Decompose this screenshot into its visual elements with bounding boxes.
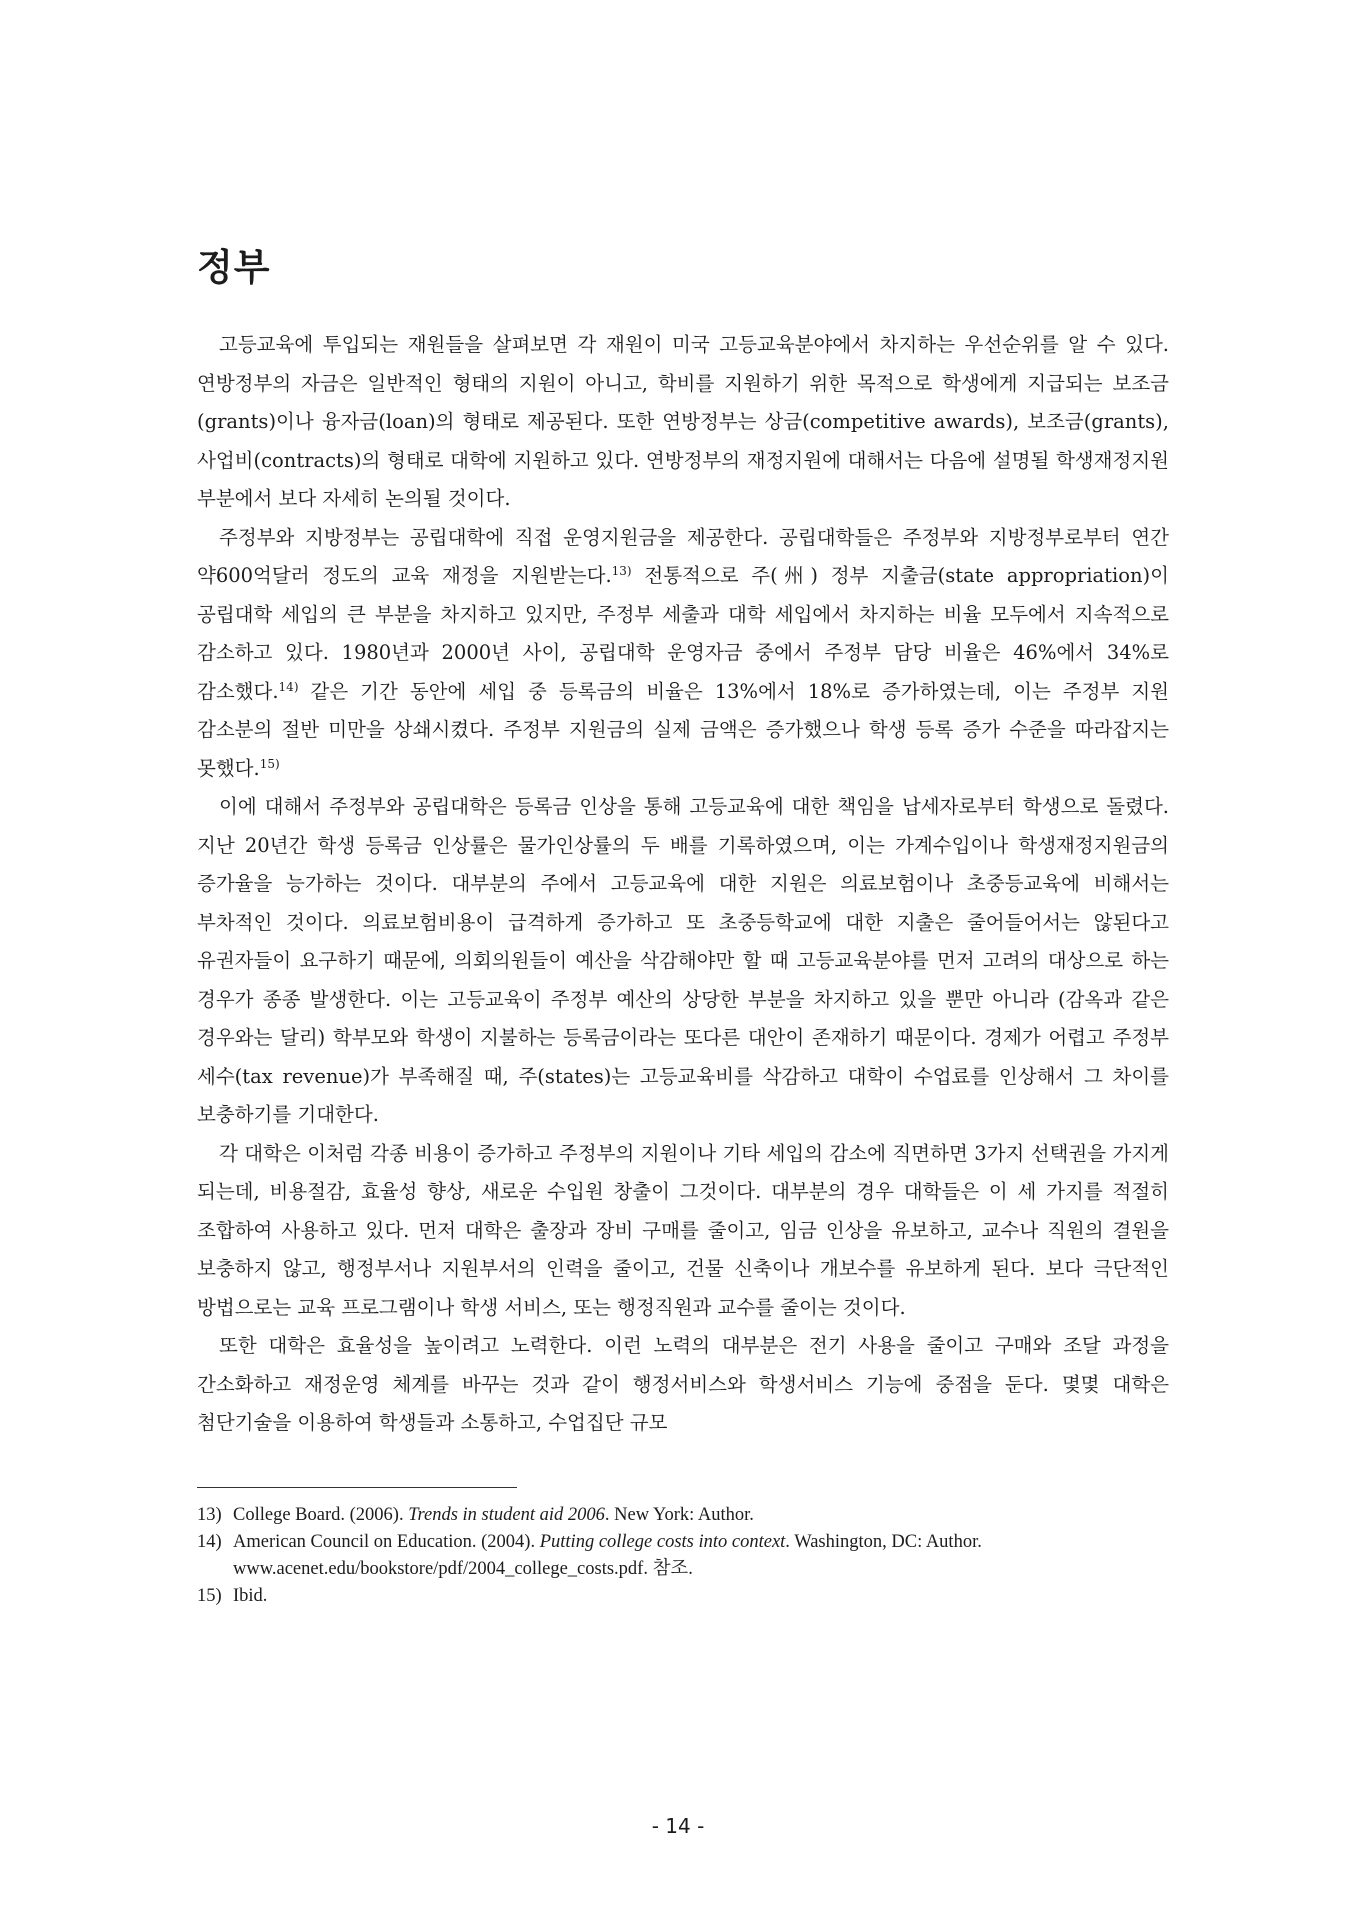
paragraph-5: 또한 대학은 효율성을 높이려고 노력한다. 이런 노력의 대부분은 전기 사용을 줄이고 구매와 조달 과정을 간소화하고 재정운영 체계를 바꾸는 것과 같이 행정서비스와 학생서비스 기능에 중점을 둔다. 몇몇 대학은 첨단기술을 이용하여 학생들과 소통하고, 수업집단 규모 bbox=[197, 1334, 1169, 1434]
footnote-divider bbox=[197, 1487, 517, 1488]
paragraph-2-text-a: 주정부와 지방정부는 공립대학에 직접 운영지원금을 제공한다. 공립대학들은 주정부와 지방정부로부터 연간 약600억달러 정도의 교육 재정을 지원받는다. bbox=[197, 525, 1169, 587]
page-number: - 14 - bbox=[651, 1814, 705, 1838]
footnote-citation: American Council on Education. (2004). bbox=[233, 1531, 540, 1552]
paragraph-2 bbox=[197, 519, 1169, 789]
footnote-citation: College Board. (2006). bbox=[233, 1504, 409, 1525]
footnote-publisher: . New York: Author. bbox=[604, 1504, 754, 1525]
paragraph-4: 각 대학은 이처럼 각종 비용이 증가하고 주정부의 지원이나 기타 세입의 감소에 직면하면 3가지 선택권을 가지게 되는데, 비용절감, 효율성 향상, 새로운 수입원 창출이 그것이다. 대부분의 경우 대학들은 이 세 가지를 적절히 조합하여 사용하고 있다. 먼저 대학은 출장과 장비 구매를 줄이고, 임금 인상을 유보하고, 교수나 직원의 결원을 보충하지 않고, 행정부서나 지원부서의 인력을 줄이고, 건물 신축이나 개보수를 유보하게 된다. 보다 극단적인 방법으로는 교육 프로그램이나 학생 서비스, 또는 행정직원과 교수를 줄이는 것이다. bbox=[197, 1141, 1169, 1319]
footnote-15 bbox=[197, 1583, 1169, 1610]
section-heading: 정부 bbox=[197, 246, 271, 289]
footnote-13 bbox=[197, 1502, 1169, 1529]
footnote-text bbox=[233, 1583, 1169, 1610]
footnote-text bbox=[233, 1502, 1169, 1529]
footnote-number: 13) bbox=[197, 1504, 222, 1525]
footnote-ref-15[interactable]: 15) bbox=[259, 756, 280, 771]
footnote-ref-14[interactable]: 14) bbox=[278, 679, 299, 694]
footnote-number: 14) bbox=[197, 1531, 222, 1552]
footnote-title: Trends in student aid 2006 bbox=[408, 1504, 605, 1525]
footnote-ref-13[interactable]: 13) bbox=[611, 564, 632, 578]
paragraph-2-text-b: 전통적으로 주(州) 정부 지출금(state appropriation)이 공립대학 세입의 큰 부분을 차지하고 있지만, 주정부 세출과 대학 세입에서 차지하는 비율 모두에서 지속적으로 감소하고 있다. 1980년과 2000년 사이, 공립대학 운영자금 중에서 주정부 담당 비율은 46%에서 34%로 감소했다. bbox=[197, 564, 1169, 703]
footnote-number: 15) bbox=[197, 1585, 222, 1606]
footnote-publisher: . Washington, DC: Author. www.acenet.edu/bookstore/pdf/2004_college_costs.pdf. 참조. bbox=[233, 1531, 982, 1579]
paragraph-2-text-c: 같은 기간 동안에 세입 중 등록금의 비율은 13%에서 18%로 증가하였는데, 이는 주정부 지원 감소분의 절반 미만을 상쇄시켰다. 주정부 지원금의 실제 금액은 증가했으나 학생 등록 증가 수준을 따라잡지는 못했다. bbox=[197, 679, 1169, 780]
footnote-14 bbox=[197, 1529, 1169, 1583]
footnote-citation: Ibid. bbox=[233, 1585, 268, 1606]
paragraph-3: 이에 대해서 주정부와 공립대학은 등록금 인상을 통해 고등교육에 대한 책임을 납세자로부터 학생으로 돌렸다. 지난 20년간 학생 등록금 인상률은 물가인상률의 두 배를 기록하였으며, 이는 가계수입이나 학생재정지원금의 증가율을 능가하는 것이다. 대부분의 주에서 고등교육에 대한 지원은 의료보험이나 초중등교육에 비해서는 부차적인 것이다. 의료보험비용이 급격하게 증가하고 또 초중등학교에 대한 지출은 줄어들어서는 않된다고 유권자들이 요구하기 때문에, 의회의원들이 예산을 삭감해야만 할 때 고등교육분야를 먼저 고려의 대상으로 하는 경우가 종종 발생한다. 이는 고등교육이 주정부 예산의 상당한 부분을 차지하고 있을 뿐만 아니라 (감옥과 같은 경우와는 달리) 학부모와 학생이 지불하는 등록금이라는 또다른 대안이 존재하기 때문이다. 경제가 어렵고 주정부 세수(tax revenue)가 부족해질 때, 주(states)는 고등교육비를 삭감하고 대학이 수업료를 인상해서 그 차이를 보충하기를 기대한다. bbox=[197, 795, 1169, 1126]
footnote-title: Putting college costs into context bbox=[539, 1531, 786, 1552]
footnote-text bbox=[233, 1529, 1169, 1583]
paragraph-1: 고등교육에 투입되는 재원들을 살펴보면 각 재원이 미국 고등교육분야에서 차지하는 우선순위를 알 수 있다. 연방정부의 자금은 일반적인 형태의 지원이 아니고, 학비를 지원하기 위한 목적으로 학생에게 지급되는 보조금(grants)이나 융자금(loan)의 형태로 제공된다. 또한 연방정부는 상금(competitive awards), 보조금(grants), 사업비(contracts)의 형태로 대학에 지원하고 있다. 연방정부의 재정지원에 대해서는 다음에 설명될 학생재정지원 부분에서 보다 자세히 논의될 것이다. bbox=[197, 333, 1169, 510]
